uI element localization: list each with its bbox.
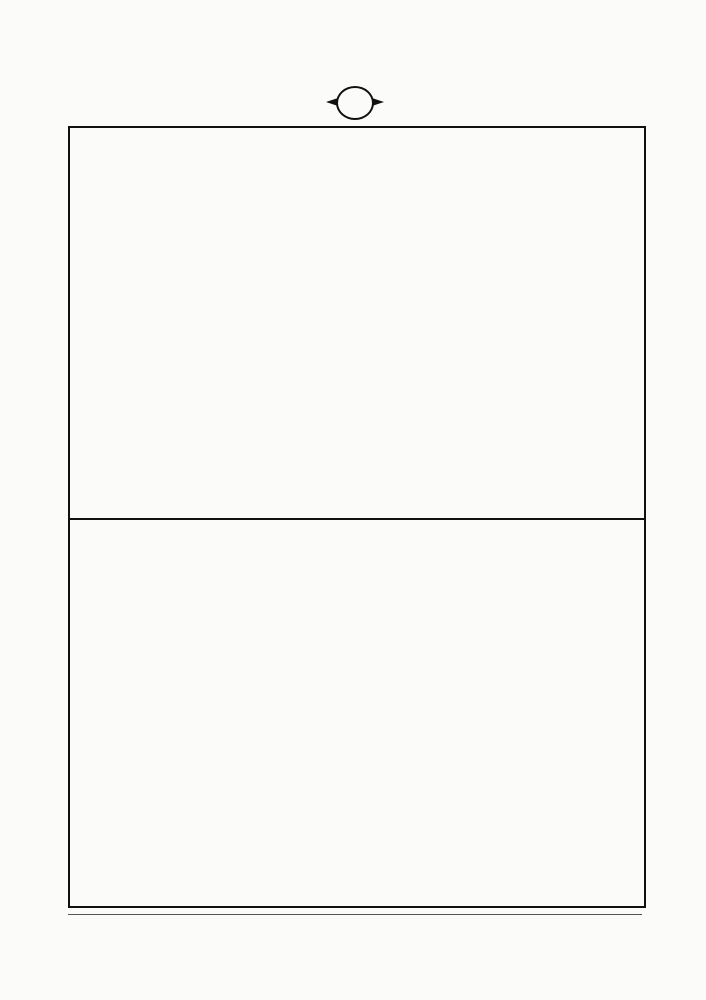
record-table [68,126,646,908]
top-record-section [70,128,644,520]
page-footer [68,914,642,945]
catalog-title [68,86,642,120]
bottom-record-section [70,520,644,906]
record-catalog-page [68,64,642,942]
polydor-logo-icon [336,86,374,120]
